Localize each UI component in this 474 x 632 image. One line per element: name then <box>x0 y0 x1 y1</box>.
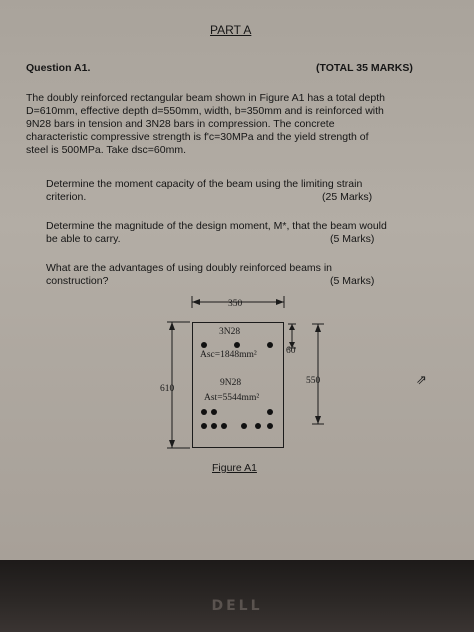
tension-bar <box>201 423 207 429</box>
tension-bar <box>255 423 261 429</box>
tension-bar <box>211 409 217 415</box>
intro-line-4: characteristic compressive strength is f'c=30MPa and the yield strength of <box>26 131 369 143</box>
compression-bar <box>201 342 207 348</box>
part-heading: PART A <box>210 23 252 37</box>
tension-bar <box>241 423 247 429</box>
question-title: Question A1. <box>26 62 91 74</box>
intro-line-3: 9N28 bars in tension and 3N28 bars in compression. The concrete <box>26 118 335 130</box>
intro-line-1: The doubly reinforced rectangular beam shown in Figure A1 has a total depth <box>26 92 385 104</box>
figure-caption: Figure A1 <box>212 462 257 474</box>
q3-line-1: What are the advantages of using doubly reinforced beams in <box>46 262 333 274</box>
total-depth-label: 610 <box>160 384 175 394</box>
q2-line-2: be able to carry. <box>46 233 121 245</box>
q3-line-2: construction? <box>46 275 109 287</box>
bottom-bars-label: 9N28 <box>220 378 242 388</box>
brand-logo: DELL <box>211 598 263 614</box>
q2-marks: (5 Marks) <box>330 233 375 245</box>
q1-line-2: criterion. <box>46 191 87 203</box>
q1-line-1: Determine the moment capacity of the beam using the limiting strain <box>46 178 363 190</box>
compression-bar <box>267 342 273 348</box>
tension-bar <box>267 409 273 415</box>
tension-bar <box>211 423 217 429</box>
bottom-area-label: Ast=5544mm² <box>204 393 260 403</box>
total-marks: (TOTAL 35 MARKS) <box>316 62 413 74</box>
monitor-bezel <box>0 560 474 632</box>
mouse-cursor-icon: ⇗ <box>416 372 427 387</box>
width-label: 350 <box>228 299 243 309</box>
intro-line-5: steel is 500MPa. Take dsc=60mm. <box>26 144 187 156</box>
effective-depth-label: 550 <box>306 376 321 386</box>
top-bars-label: 3N28 <box>219 327 241 337</box>
cover-label: 60 <box>286 346 296 356</box>
q1-marks: (25 Marks) <box>322 191 373 203</box>
tension-bar <box>201 409 207 415</box>
intro-line-2: D=610mm, effective depth d=550mm, width, b=350mm and is reinforced with <box>26 105 384 117</box>
tension-bar <box>221 423 227 429</box>
tension-bar <box>267 423 273 429</box>
compression-bar <box>234 342 240 348</box>
top-area-label: Asc=1848mm² <box>200 350 257 360</box>
q2-line-1: Determine the magnitude of the design moment, M*, that the beam would <box>46 220 387 232</box>
q3-marks: (5 Marks) <box>330 275 375 287</box>
